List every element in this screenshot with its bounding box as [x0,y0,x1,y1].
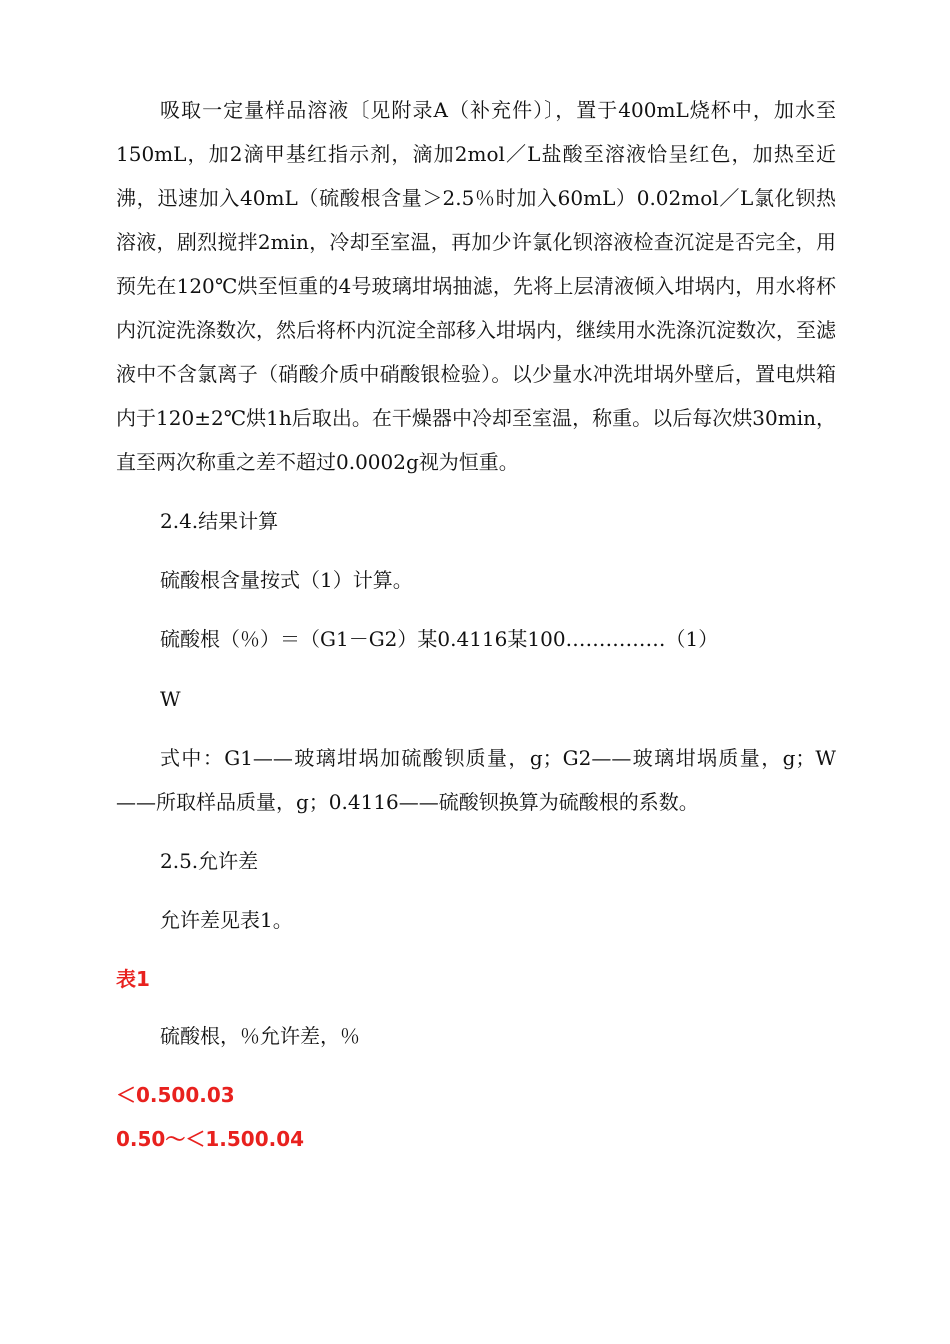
paragraph-variable-definitions: 式中：G1——玻璃坩埚加硫酸钡质量，g；G2——玻璃坩埚质量，g；W——所取样品质量，g；0.4116——硫酸钡换算为硫酸根的系数。 [116,746,836,814]
section-heading-2-5: 2.5.允许差 [160,849,259,873]
paragraph-tolerance-ref: 允许差见表1。 [160,908,293,932]
section-heading-2-4: 2.4.结果计算 [160,509,279,533]
table-row: ＜0.500.03 [116,1083,235,1107]
table-title: 表1 [116,967,150,991]
paragraph-formula-intro: 硫酸根含量按式（1）计算。 [160,568,413,592]
document-page [116,88,836,1161]
formula-line: 硫酸根（％）＝（G1－G2）某0.4116某100……………（1） [160,627,719,651]
formula-denominator: W [160,687,181,711]
table-row: 0.50～＜1.500.04 [116,1127,305,1151]
table-header: 硫酸根，％允许差，％ [160,1024,360,1048]
paragraph-procedure: 吸取一定量样品溶液〔见附录A（补充件）〕，置于400mL烧杯中，加水至150mL，加2滴甲基红指示剂，滴加2mol／L盐酸至溶液恰呈红色，加热至近沸，迅速加入40mL（硫酸根含量＞2.5％时加入60mL）0.02mol／L氯化钡热溶液，剧烈搅拌2min，冷却至室温，再加少许氯化钡溶液检查沉淀是否完全，用预先在120℃烘至恒重的4号玻璃坩埚抽滤，先将上层清液倾入坩埚内，用水将杯内沉淀洗涤数次，然后将杯内沉淀全部移入坩埚内，继续用水洗涤沉淀数次，至滤液中不含氯离子（硝酸介质中硝酸银检验）。以少量水冲洗坩埚外壁后，置电烘箱内于120±2℃烘1h后取出。在干燥器中冷却至室温，称重。以后每次烘30min，直至两次称重之差不超过0.0002g视为恒重。 [116,98,836,474]
